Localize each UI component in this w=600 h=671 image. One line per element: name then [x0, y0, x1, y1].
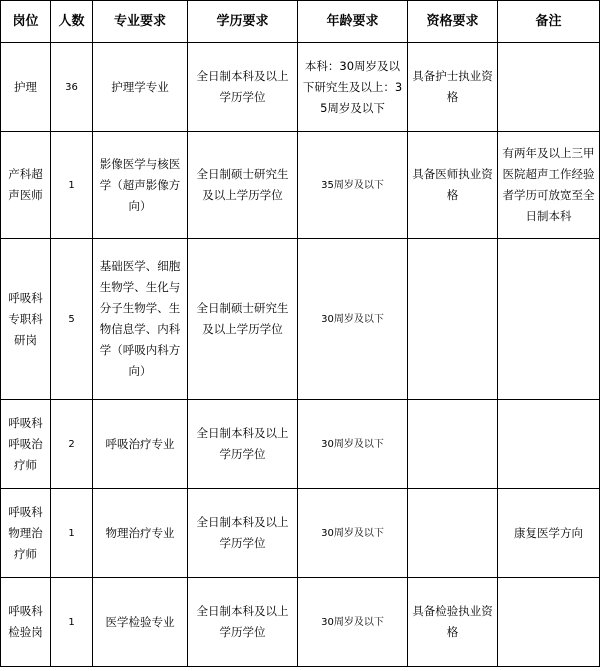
cell-age: 30周岁及以下: [298, 239, 408, 400]
cell-age: 30周岁及以下: [298, 400, 408, 489]
cell-remarks: [498, 400, 600, 489]
cell-major: 医学检验专业: [93, 578, 188, 667]
table-row: [1, 239, 600, 400]
table-row: [1, 489, 600, 578]
cell-major: 影像医学与核医学（超声影像方向）: [93, 132, 188, 239]
cell-qualification: 具备检验执业资格: [408, 578, 498, 667]
cell-remarks: 有两年及以上三甲医院超声工作经验者学历可放宽至全日制本科: [498, 132, 600, 239]
header-remarks: 备注: [498, 1, 600, 43]
cell-position: 护理: [1, 43, 51, 132]
cell-education: 全日制硕士研究生及以上学历学位: [188, 239, 298, 400]
cell-count: 1: [51, 489, 93, 578]
header-age: 年龄要求: [298, 1, 408, 43]
cell-qualification: 具备护士执业资格: [408, 43, 498, 132]
cell-position: 呼吸科检验岗: [1, 578, 51, 667]
cell-education: 全日制本科及以上学历学位: [188, 400, 298, 489]
cell-count: 36: [51, 43, 93, 132]
cell-count: 2: [51, 400, 93, 489]
table-row: [1, 43, 600, 132]
cell-remarks: [498, 578, 600, 667]
header-row: [1, 1, 600, 43]
cell-count: 1: [51, 132, 93, 239]
cell-education: 全日制本科及以上学历学位: [188, 489, 298, 578]
cell-position: 产科超声医师: [1, 132, 51, 239]
cell-position: 呼吸科物理治疗师: [1, 489, 51, 578]
cell-major: 护理学专业: [93, 43, 188, 132]
cell-major: 基础医学、细胞生物学、生化与分子生物学、生物信息学、内科学（呼吸内科方向）: [93, 239, 188, 400]
cell-position: 呼吸科呼吸治疗师: [1, 400, 51, 489]
cell-age: 30周岁及以下: [298, 489, 408, 578]
cell-education: 全日制本科及以上学历学位: [188, 578, 298, 667]
table-row: [1, 578, 600, 667]
cell-count: 1: [51, 578, 93, 667]
cell-qualification: 具备医师执业资格: [408, 132, 498, 239]
header-count: 人数: [51, 1, 93, 43]
cell-major: 呼吸治疗专业: [93, 400, 188, 489]
cell-count: 5: [51, 239, 93, 400]
table-row: [1, 400, 600, 489]
cell-remarks: 康复医学方向: [498, 489, 600, 578]
header-qualification: 资格要求: [408, 1, 498, 43]
cell-major: 物理治疗专业: [93, 489, 188, 578]
cell-qualification: [408, 239, 498, 400]
cell-position: 呼吸科专职科研岗: [1, 239, 51, 400]
cell-age: 本科：30周岁及以下研究生及以上：35周岁及以下: [298, 43, 408, 132]
cell-qualification: [408, 489, 498, 578]
cell-remarks: [498, 43, 600, 132]
header-education: 学历要求: [188, 1, 298, 43]
header-position: 岗位: [1, 1, 51, 43]
cell-age: 30周岁及以下: [298, 578, 408, 667]
cell-education: 全日制本科及以上学历学位: [188, 43, 298, 132]
cell-remarks: [498, 239, 600, 400]
table-row: [1, 132, 600, 239]
cell-age: 35周岁及以下: [298, 132, 408, 239]
cell-qualification: [408, 400, 498, 489]
header-major: 专业要求: [93, 1, 188, 43]
cell-education: 全日制硕士研究生及以上学历学位: [188, 132, 298, 239]
